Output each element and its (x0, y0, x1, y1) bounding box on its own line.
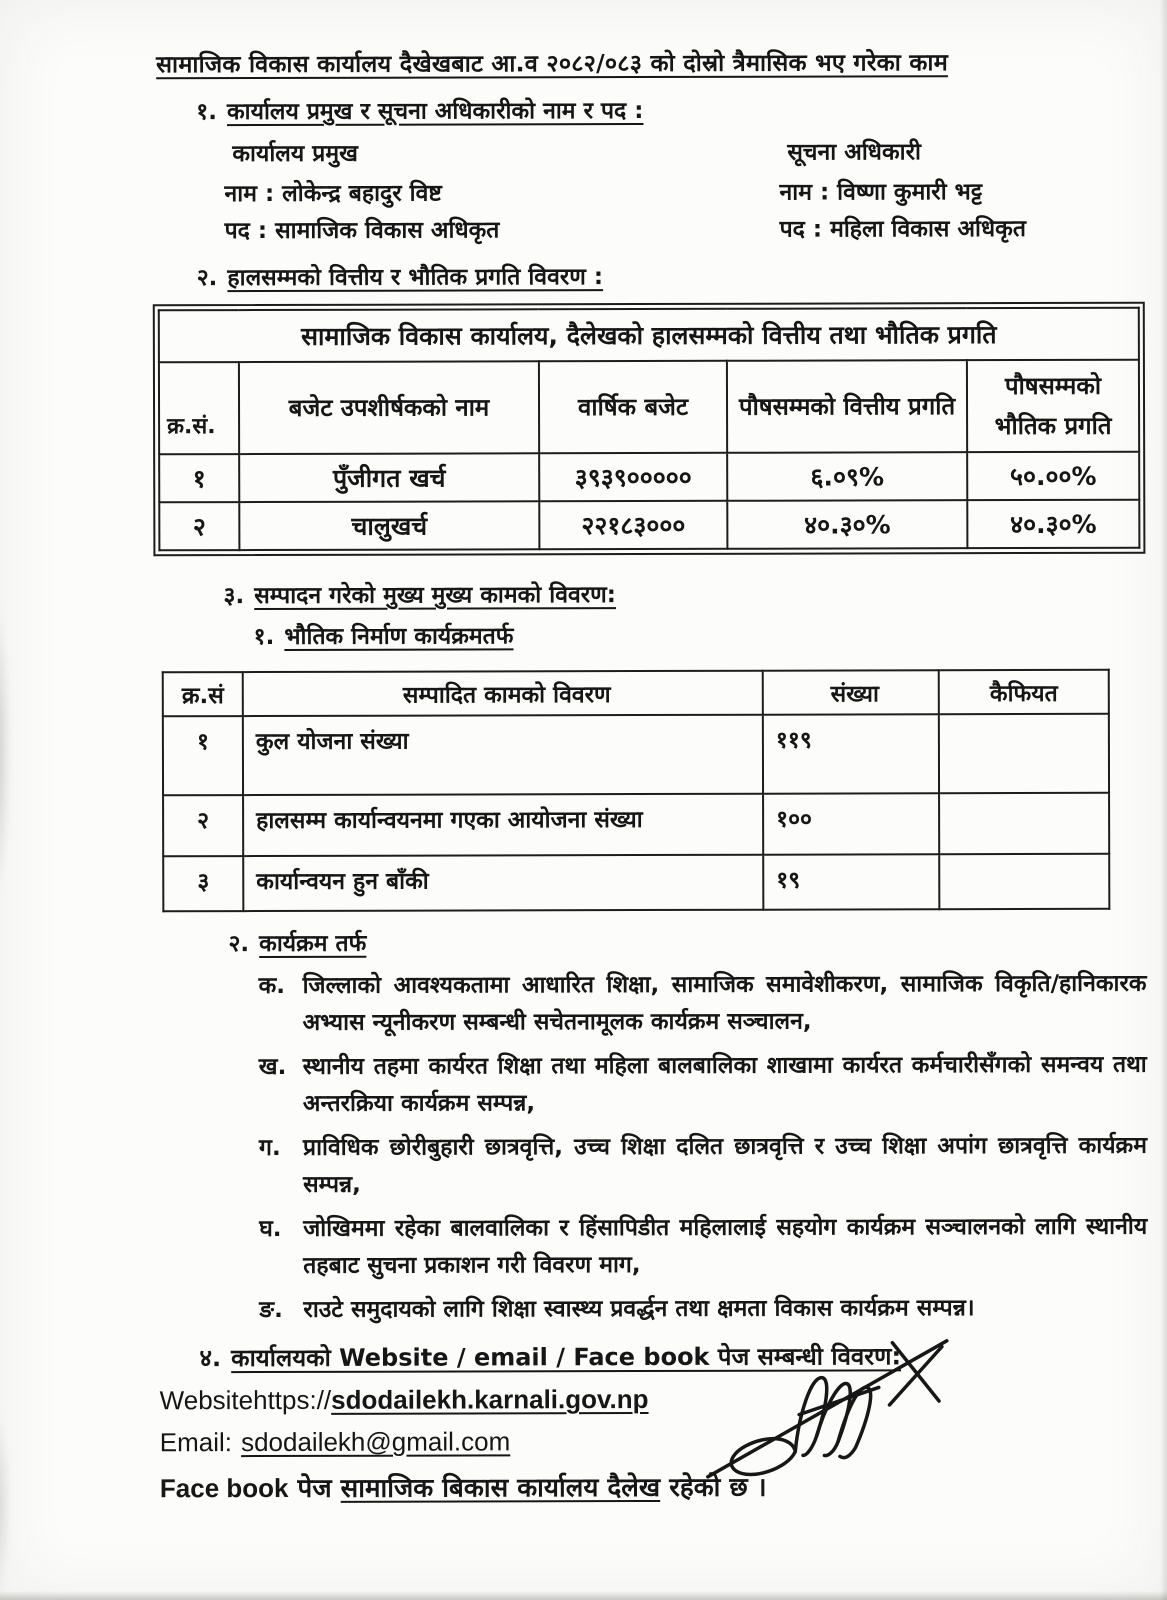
table2-header-count: संख्या (763, 670, 939, 714)
section3-number: ३. (223, 583, 245, 610)
table2-cell (939, 793, 1109, 854)
section2-heading-text: हालसम्मको वित्तीय र भौतिक प्रगति विवरण : (227, 264, 604, 292)
list-item-letter: ख. (258, 1053, 287, 1081)
section4-heading-text: कार्यालयको Website / email / Face book पेज सम्बन्धी विवरण: (231, 1342, 902, 1373)
email-label: Email: (159, 1427, 233, 1458)
table1-header-annual-budget: वार्षिक बजेट (539, 361, 727, 453)
scan-smudge (0, 600, 11, 900)
info-officer-column (779, 134, 1026, 249)
table1-header-budget-name: बजेट उपशीर्षकको नाम (239, 361, 539, 454)
table2-header-description: सम्पादित कामको विवरण (243, 671, 763, 716)
list-item-text: प्राविधिक छोरीबुहारी छात्रवृत्ति, उच्च शिक्षा दलित छात्रवृत्ति र उच्च शिक्षा अपांग छात्रवृत्ति कार्यक्रम सम्पन्न, (302, 1132, 1148, 1198)
table-row (163, 854, 1109, 911)
section4-heading (199, 1339, 1144, 1374)
financial-progress-table (153, 302, 1146, 557)
info-officer-name: नाम : विष्णा कुमारी भट्ट (779, 179, 983, 206)
list-item-text: जिल्लाको आवश्यकतामा आधारित शिक्षा, सामाजिक समावेशीकरण, सामाजिक विकृति/हानिकारक अभ्यास न्यूनीकरण सम्बन्धी सचेतनामूलक कार्यक्रम सञ्चालन, (302, 970, 1147, 1036)
table2-header-remark: कैफियत (939, 670, 1109, 714)
office-chief-post: पद : सामाजिक विकास अधिकृत (224, 217, 500, 245)
section2-heading (197, 258, 1142, 292)
table1-cell: २२१८३००० (539, 501, 727, 549)
website-line (160, 1383, 1145, 1417)
list-item-letter: क. (258, 972, 285, 1000)
table-row (163, 714, 1109, 795)
list-item-text: स्थानीय तहमा कार्यरत शिक्षा तथा महिला बालबालिका शाखामा कार्यरत कर्मचारीसँगको समन्वय तथा अन्तरक्रिया कार्यक्रम सम्पन्न, (302, 1051, 1147, 1117)
officers-block (156, 134, 1141, 251)
email-address: sdodailekh@gmail.com (241, 1426, 511, 1458)
table1-cell: ४०.३०% (727, 500, 967, 549)
table2-cell: हालसम्म कार्यान्वयनमा गएका आयोजना संख्या (243, 794, 763, 856)
section1-heading-text: कार्यालय प्रमुख र सूचना अधिकारीको नाम र पद : (226, 98, 644, 126)
document-title: सामाजिक विकास कार्यालय दैखेखबाट आ.व २०८२/०८३ को दोस्रो त्रैमासिक भए गरेका काम (156, 48, 948, 79)
table1-header-financial-progress: पौषसम्मको वित्तीय प्रगति (727, 360, 967, 453)
info-officer-post: पद : महिला विकास अधिकृत (779, 216, 1026, 243)
section1-heading (196, 92, 1141, 126)
table2-cell: १९ (763, 854, 939, 909)
table-row (159, 500, 1139, 551)
table2-cell: कार्यान्वयन हुन बाँकी (243, 855, 763, 911)
office-chief-name: नाम : लोकेन्द्र बहादुर विष्ट (224, 180, 442, 208)
table1-cell: चालुखर्च (239, 501, 539, 550)
facebook-suffix-text: रहेको छ । (669, 1472, 767, 1503)
section2-number: २. (196, 265, 218, 292)
table1-cell: ५०.००% (967, 452, 1139, 500)
list-item-letter: ग. (258, 1134, 281, 1162)
table1-cell: पुँजीगत खर्च (239, 453, 539, 502)
table1-cell: ६.०९% (727, 452, 967, 501)
list-item (259, 966, 1147, 1042)
facebook-label: Face book (159, 1472, 289, 1504)
section3-sub1-heading (254, 617, 1143, 651)
section4-number: ४. (199, 1344, 222, 1373)
table2-cell (939, 854, 1109, 909)
table2-cell: ३ (163, 856, 243, 911)
table1-header-physical-progress: पौषसम्मको भौतिक प्रगति (967, 360, 1139, 452)
facebook-line (160, 1467, 1145, 1506)
section3-sub1-number: १. (253, 623, 275, 651)
table-row (163, 793, 1109, 856)
list-item-text: राउटे समुदायको लागि शिक्षा स्वास्थ्य प्रवर्द्धन तथा क्षमता विकास कार्यक्रम सम्पन्न। (303, 1295, 975, 1323)
table2-cell: २ (163, 795, 243, 856)
table1-cell: ३९३९००००० (539, 453, 727, 501)
list-item (259, 1209, 1147, 1285)
program-activities-list (259, 966, 1148, 1329)
table2-header-row (163, 670, 1109, 716)
table1-cell: १ (159, 454, 239, 502)
section3-sub2-heading-text: कार्यक्रम तर्फ (259, 930, 367, 958)
scan-edge-shadow (0, 1591, 1167, 1600)
table2-cell: ११९ (763, 714, 939, 793)
list-item-letter: ङ. (259, 1296, 283, 1324)
table-row (159, 452, 1139, 503)
section3-sub2-heading (228, 924, 1143, 958)
office-chief-column (224, 135, 706, 250)
list-item (259, 1128, 1147, 1204)
table2-cell: कुल योजना संख्या (243, 715, 763, 795)
section3-heading (223, 576, 1142, 610)
section3-sub2-number: २. (228, 931, 250, 958)
scan-smudge (0, 1405, 11, 1600)
table2-cell (939, 714, 1109, 793)
table1-title-row (159, 308, 1139, 363)
table1-cell: २ (159, 502, 239, 550)
table1-cell: ४०.३०% (967, 500, 1139, 548)
table1-header-sn: क्र.सं. (159, 362, 239, 454)
info-officer-title: सूचना अधिकारी (787, 139, 921, 166)
email-line (160, 1425, 1145, 1459)
website-url: sdodailekh.karnali.gov.np (331, 1384, 649, 1415)
works-table (162, 669, 1111, 912)
table2-cell: १ (163, 716, 243, 795)
signature (702, 1318, 974, 1486)
table2-cell: १०० (763, 793, 939, 854)
office-chief-title: कार्यालय प्रमुख (232, 140, 358, 168)
scan-edge-shadow (1160, 0, 1167, 1600)
list-item (259, 1047, 1147, 1123)
table1-title: सामाजिक विकास कार्यालय, दैलेखको हालसम्मको वित्तीय तथा भौतिक प्रगति (159, 308, 1139, 363)
facebook-middle-text: पेज (297, 1473, 332, 1504)
table1-header-row (159, 360, 1139, 455)
document-content (156, 45, 1148, 1506)
table2-header-sn: क्र.सं (163, 672, 243, 716)
website-prefix: Websitehttps:// (159, 1384, 332, 1416)
section3-sub1-heading-text: भौतिक निर्माण कार्यक्रमतर्फ (284, 623, 514, 650)
list-item-text: जोखिममा रहेका बालवालिका र हिंसापिडीत महिलालाई सहयोग कार्यक्रम सञ्चालनको लागि स्थानीय तहबाट सुचना प्रकाशन गरी विवरण माग, (303, 1213, 1148, 1279)
list-item-letter: घ. (259, 1215, 282, 1243)
facebook-page-name: सामाजिक बिकास कार्यालय दैलेख (340, 1472, 661, 1504)
section1-number: १. (196, 99, 218, 126)
section3-heading-text: सम्पादन गरेको मुख्य मुख्य कामको विवरण: (254, 582, 617, 610)
